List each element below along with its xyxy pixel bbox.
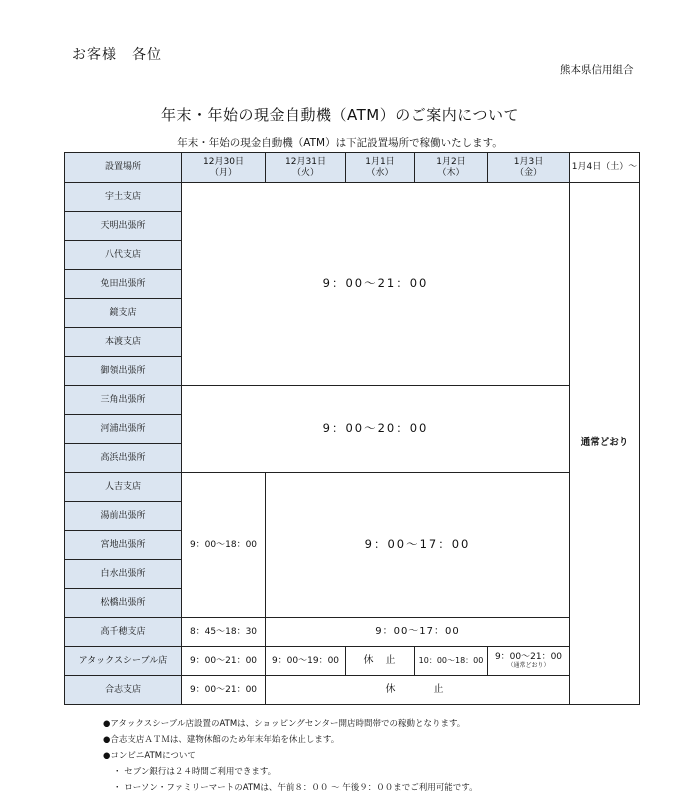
location-cell: 河浦出張所 xyxy=(65,415,182,444)
group1-hours: 9：00～21：00 xyxy=(182,183,570,386)
location-cell: 宮地出張所 xyxy=(65,531,182,560)
note-subitem: ・ セブン銀行は２４時間ご利用できます。 xyxy=(113,767,277,777)
attack-hours-jan1: 休 止 xyxy=(346,647,415,676)
location-cell: 本渡支店 xyxy=(65,328,182,357)
note-item: ●合志支店ＡＴＭは、建物休館のため年末年始を休止します。 xyxy=(103,735,340,745)
location-cell: 人吉支店 xyxy=(65,473,182,502)
group3-hours-rest: 9：00～17：00 xyxy=(266,473,570,618)
location-cell: 合志支店 xyxy=(65,676,182,705)
table-row xyxy=(65,386,640,415)
location-cell: 白水出張所 xyxy=(65,560,182,589)
issuer: 熊本県信用組合 xyxy=(560,64,634,76)
table-row xyxy=(65,183,640,212)
location-cell: 高千穂支店 xyxy=(65,618,182,647)
column-header-jan2: 1月2日 （木） xyxy=(415,153,488,183)
location-cell: 松橋出張所 xyxy=(65,589,182,618)
location-cell: 天明出張所 xyxy=(65,212,182,241)
atm-schedule-table xyxy=(64,152,640,705)
column-header-jan1: 1月1日 （水） xyxy=(346,153,415,183)
table-row xyxy=(65,676,640,705)
location-cell: 免田出張所 xyxy=(65,270,182,299)
attack-hours-jan2: 10：00～18：00 xyxy=(415,647,488,676)
note-subitem: ・ ローソン・ファミリーマートのATMは、午前８：００ ～ 午後９：００までご利用可能です。 xyxy=(113,783,478,793)
header-row xyxy=(65,153,640,183)
note-item: ●アタックスシーブル店設置のATMは、ショッピングセンター開店時間帯での稼動となります。 xyxy=(103,719,466,729)
group2-hours: 9：00～20：00 xyxy=(182,386,570,473)
page-subtitle: 年末・年始の現金自動機（ATM）は下記設置場所で稼働いたします。 xyxy=(177,137,503,149)
column-header-after: 1月4日（土）～ xyxy=(570,153,640,183)
location-cell: 鏡支店 xyxy=(65,299,182,328)
goshi-hours-dec30: 9：00～21：00 xyxy=(182,676,266,705)
location-cell: 三角出張所 xyxy=(65,386,182,415)
takachiho-hours-rest: 9：00～17：00 xyxy=(266,618,570,647)
table-row xyxy=(65,473,640,502)
goshi-closed: 休 止 xyxy=(266,676,570,705)
location-cell: 八代支店 xyxy=(65,241,182,270)
salutation: お客様 各位 xyxy=(72,47,162,63)
attack-hours-dec30: 9：00～21：00 xyxy=(182,647,266,676)
note-item: ●コンビニATMについて xyxy=(103,751,196,761)
column-header-jan3: 1月3日 （金） xyxy=(488,153,570,183)
normal-operation-cell: 通常どおり xyxy=(570,183,640,705)
group3-hours-dec30: 9：00～18：00 xyxy=(182,473,266,618)
column-header-dec31: 12月31日 （火） xyxy=(266,153,346,183)
location-cell: 高浜出張所 xyxy=(65,444,182,473)
location-header: 設置場所 xyxy=(65,153,182,183)
location-cell: 湯前出張所 xyxy=(65,502,182,531)
attack-jan3-note: （通常どおり） xyxy=(507,661,550,669)
attack-hours-jan3: 9：00～21：00 （通常どおり） xyxy=(488,647,570,676)
location-cell: アタックスシーブル店 xyxy=(65,647,182,676)
page-title: 年末・年始の現金自動機（ATM）のご案内について xyxy=(161,106,519,124)
location-cell: 御領出張所 xyxy=(65,357,182,386)
takachiho-hours-dec30: 8：45～18：30 xyxy=(182,618,266,647)
table-row xyxy=(65,647,640,676)
table-row xyxy=(65,618,640,647)
attack-hours-dec31: 9：00～19：00 xyxy=(266,647,346,676)
location-cell: 宇土支店 xyxy=(65,183,182,212)
notes xyxy=(103,716,478,796)
column-header-dec30: 12月30日 （月） xyxy=(182,153,266,183)
